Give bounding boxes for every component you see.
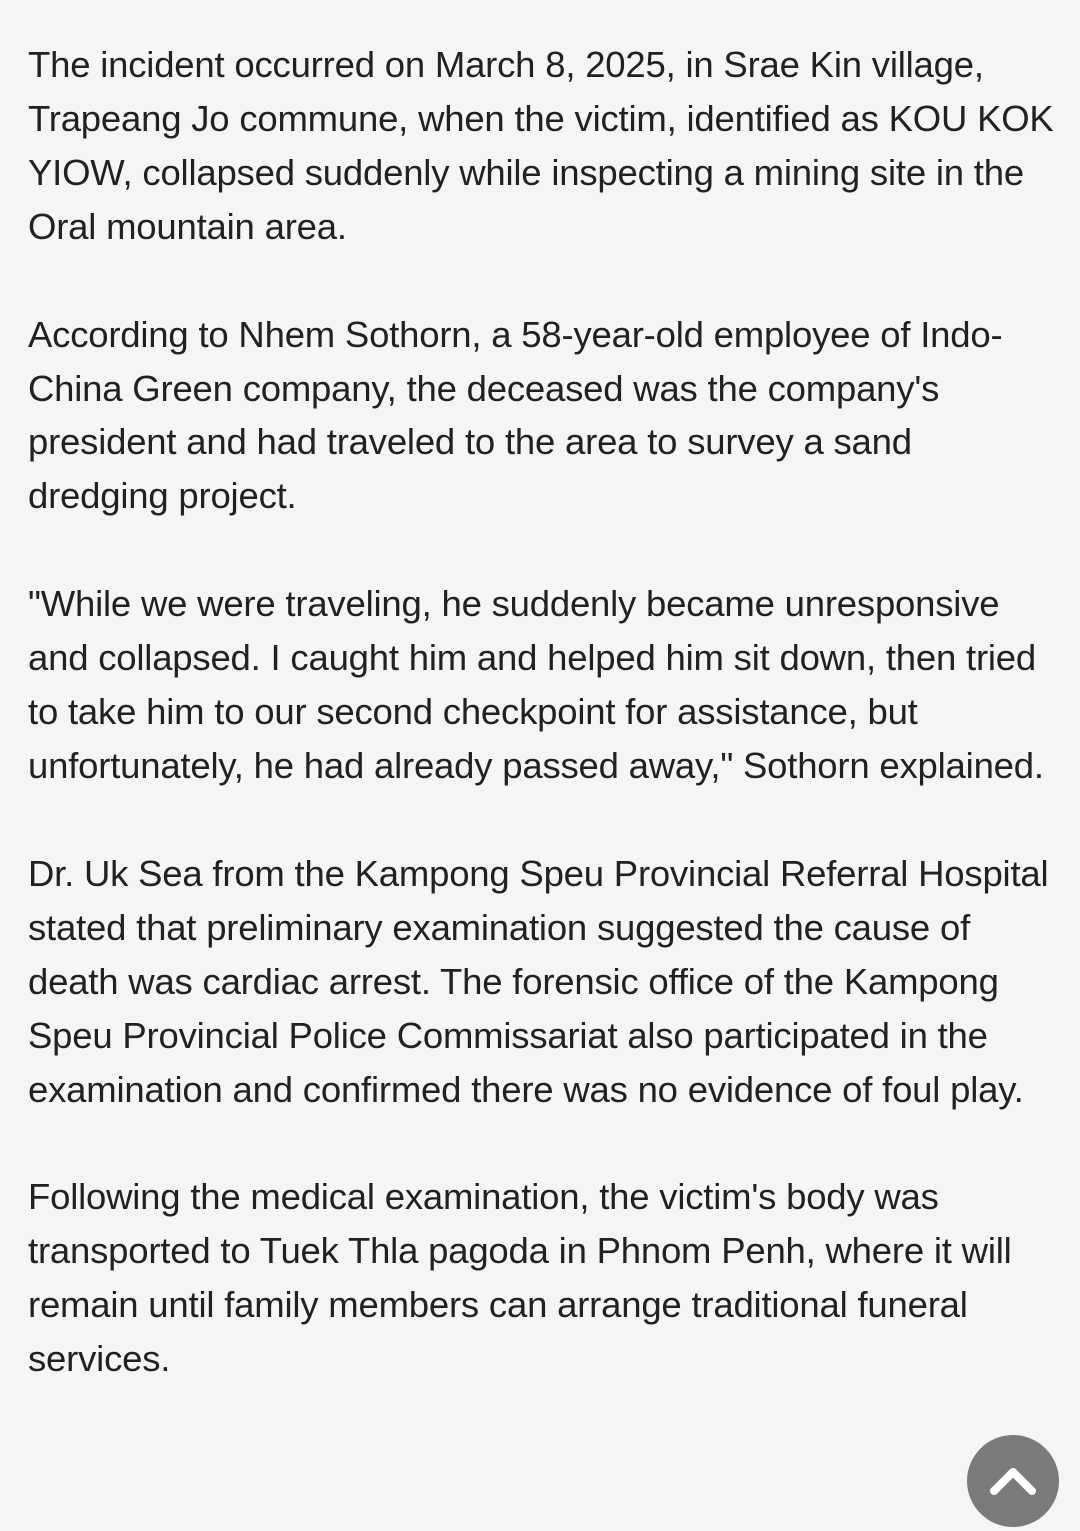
article-paragraph: According to Nhem Sothorn, a 58-year-old employee of Indo-China Green company, the deceased was the company's president and had traveled to the area to survey a sand dredging project. (28, 313, 1003, 517)
article-paragraph: "While we were traveling, he suddenly became unresponsive and collapsed. I caught him and helped him sit down, then tried to take him to our second checkpoint for assistance, but unfortunately, he had already passed away," Sothorn explained. (28, 583, 1044, 786)
article-paragraph: Following the medical examination, the victim's body was transported to Tuek Thla pagoda in Phnom Penh, where it will remain until family members can arrange traditional funeral services. (28, 1176, 1012, 1380)
article-body (28, 38, 1058, 1440)
scroll-to-top-button[interactable] (967, 1435, 1059, 1527)
article-paragraph: Dr. Uk Sea from the Kampong Speu Provincial Referral Hospital stated that preliminary examination suggested the cause of death was cardiac arrest. The forensic office of the Kampong Speu Provincial Police Commissariat also participated in the examination and confirmed there was no evidence of foul play. (28, 852, 1049, 1110)
chevron-up-icon (989, 1466, 1037, 1496)
article-paragraph: The incident occurred on March 8, 2025, in Srae Kin village, Trapeang Jo commune, when the victim, identified as KOU KOK YIOW, collapsed suddenly while inspecting a mining site in the Oral mountain area. (28, 44, 1054, 247)
